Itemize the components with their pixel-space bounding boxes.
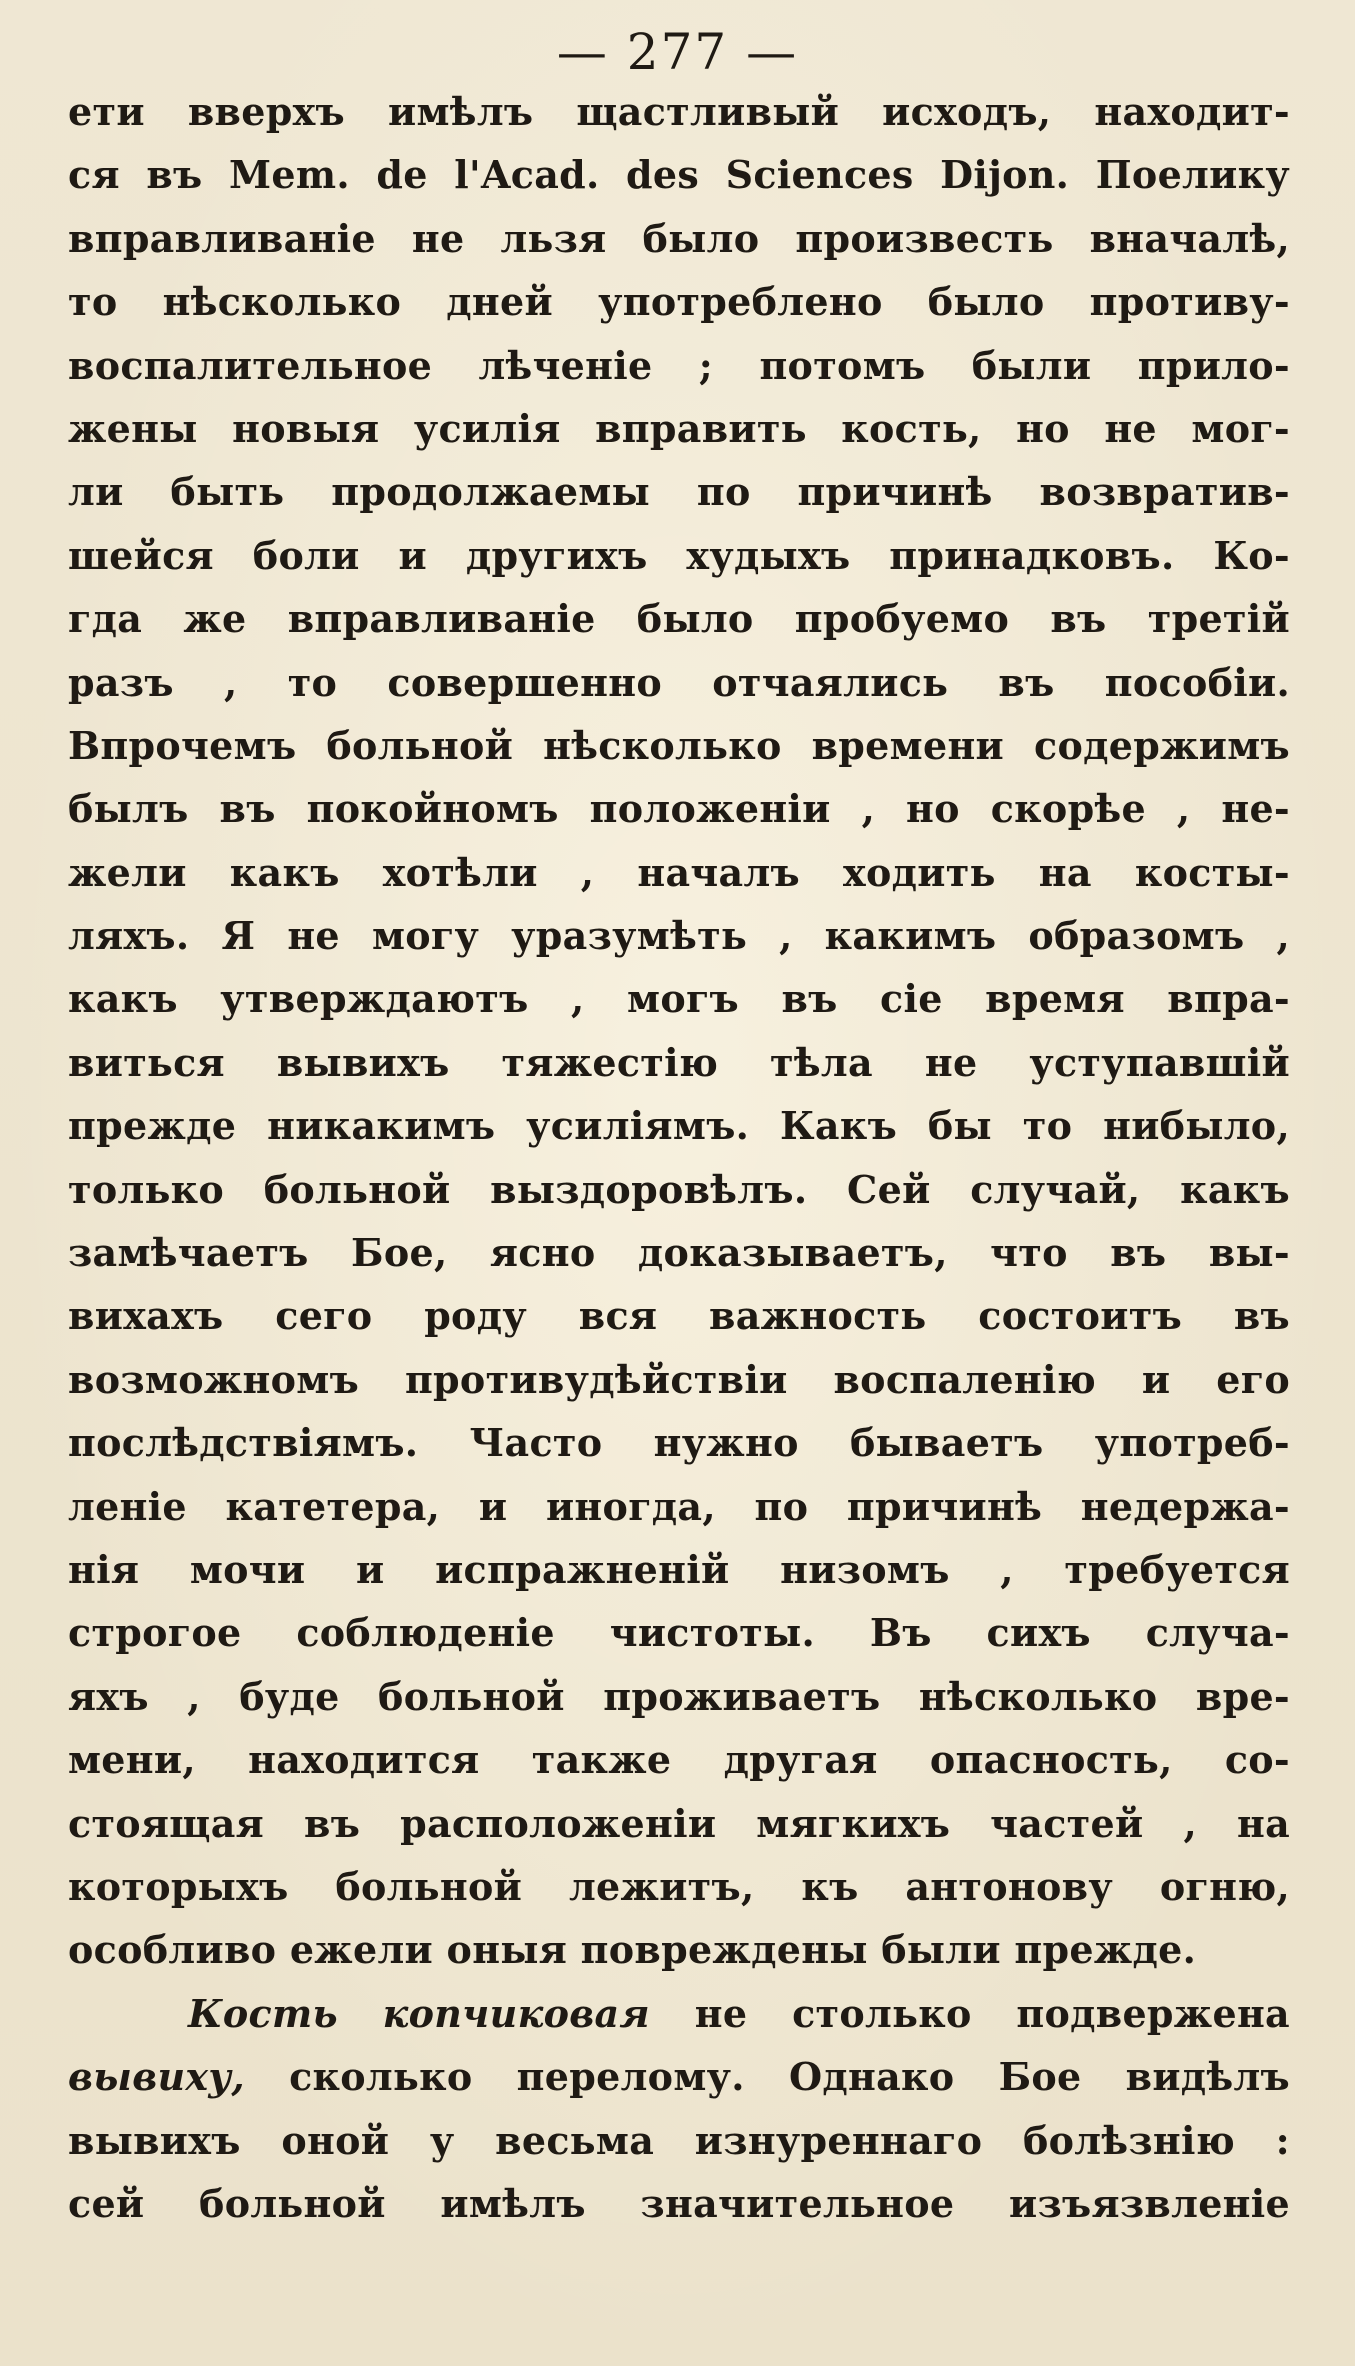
text-line: возможномъ противудѣйствіи воспаленію и его xyxy=(68,1356,1290,1402)
text-line: только больной выздоровѣлъ. Сей случай, какъ xyxy=(68,1166,1290,1212)
text-fragment: сколько перелому. Однако Бое видѣлъ xyxy=(244,2054,1290,2100)
text-line: ети вверхъ имѣлъ щастливый исходъ, находит- xyxy=(68,89,1290,134)
text-line: какъ утверждаютъ , могъ въ сіе время впра- xyxy=(68,976,1290,1022)
text-line: жены новыя усилія вправить кость, но не мог- xyxy=(68,405,1290,451)
text-line: леніе катетера, и иногда, по причинѣ недержа- xyxy=(68,1483,1290,1529)
text-fragment: не столько подвержена xyxy=(649,1990,1290,2036)
text-line: нія мочи и испражненій низомъ , требуется xyxy=(68,1546,1290,1592)
text-line: сей больной имѣлъ значительное изъязвленіе xyxy=(68,2180,1290,2226)
text-line: вправливаніе не льзя было произвесть вначалѣ, xyxy=(68,215,1290,261)
text-line: Впрочемъ больной нѣсколько времени содержимъ xyxy=(68,722,1290,768)
text-line: былъ въ покойномъ положеніи , но скорѣе , не- xyxy=(68,786,1290,832)
text-line: яхъ , буде больной проживаетъ нѣсколько вре- xyxy=(68,1673,1290,1719)
text-line: вывихъ оной у весьма изнуреннаго болѣзнію : xyxy=(68,2117,1290,2163)
text-line: гда же вправливаніе было пробуемо въ третій xyxy=(68,596,1290,642)
text-line: виться вывихъ тяжестію тѣла не уступавшій xyxy=(68,1039,1290,1085)
text-line: ли быть продолжаемы по причинѣ возвратив- xyxy=(68,469,1290,515)
text-line: прежде никакимъ усиліямъ. Какъ бы то нибыло, xyxy=(68,1103,1290,1149)
text-block xyxy=(68,80,1290,2235)
text-line: воспалительное лѣченіе ; потомъ были прило- xyxy=(68,342,1290,388)
text-line: послѣдствіямъ. Часто нужно бываетъ употреб- xyxy=(68,1420,1290,1466)
text-line: ся въ Mem. de l'Acad. des Sciences Dijon. Поелику xyxy=(68,152,1290,198)
text-line: стоящая въ расположеніи мягкихъ частей , на xyxy=(68,1800,1290,1846)
text-line: особливо ежели оныя повреждены были прежде. xyxy=(68,1927,1197,1973)
text-line: вихахъ сего роду вся важность состоитъ въ xyxy=(68,1293,1290,1339)
paragraph-start-line xyxy=(68,1982,1290,2045)
text-line xyxy=(68,2045,1290,2108)
text-line: то нѣсколько дней употреблено было противу- xyxy=(68,279,1290,325)
text-line: жели какъ хотѣли , началъ ходить на косты- xyxy=(68,849,1290,895)
text-line: замѣчаетъ Бое, ясно доказываетъ, что въ вы- xyxy=(68,1230,1290,1276)
text-line: мени, находится также другая опасность, со- xyxy=(68,1737,1290,1783)
italic-term: вывиху, xyxy=(68,2054,245,2100)
italic-term: Кость копчиковая xyxy=(188,1990,650,2036)
page-number: — 277 — xyxy=(556,23,799,81)
text-line: строгое соблюденіе чистоты. Въ сихъ случа- xyxy=(68,1610,1290,1656)
text-line: шейся боли и другихъ худыхъ принадковъ. Ко- xyxy=(68,532,1290,578)
text-line: которыхъ больной лежитъ, къ антонову огню, xyxy=(68,1863,1290,1909)
text-line: ляхъ. Я не могу уразумѣть , какимъ образомъ , xyxy=(68,913,1290,959)
text-line: разъ , то совершенно отчаялись въ пособіи. xyxy=(68,659,1290,705)
